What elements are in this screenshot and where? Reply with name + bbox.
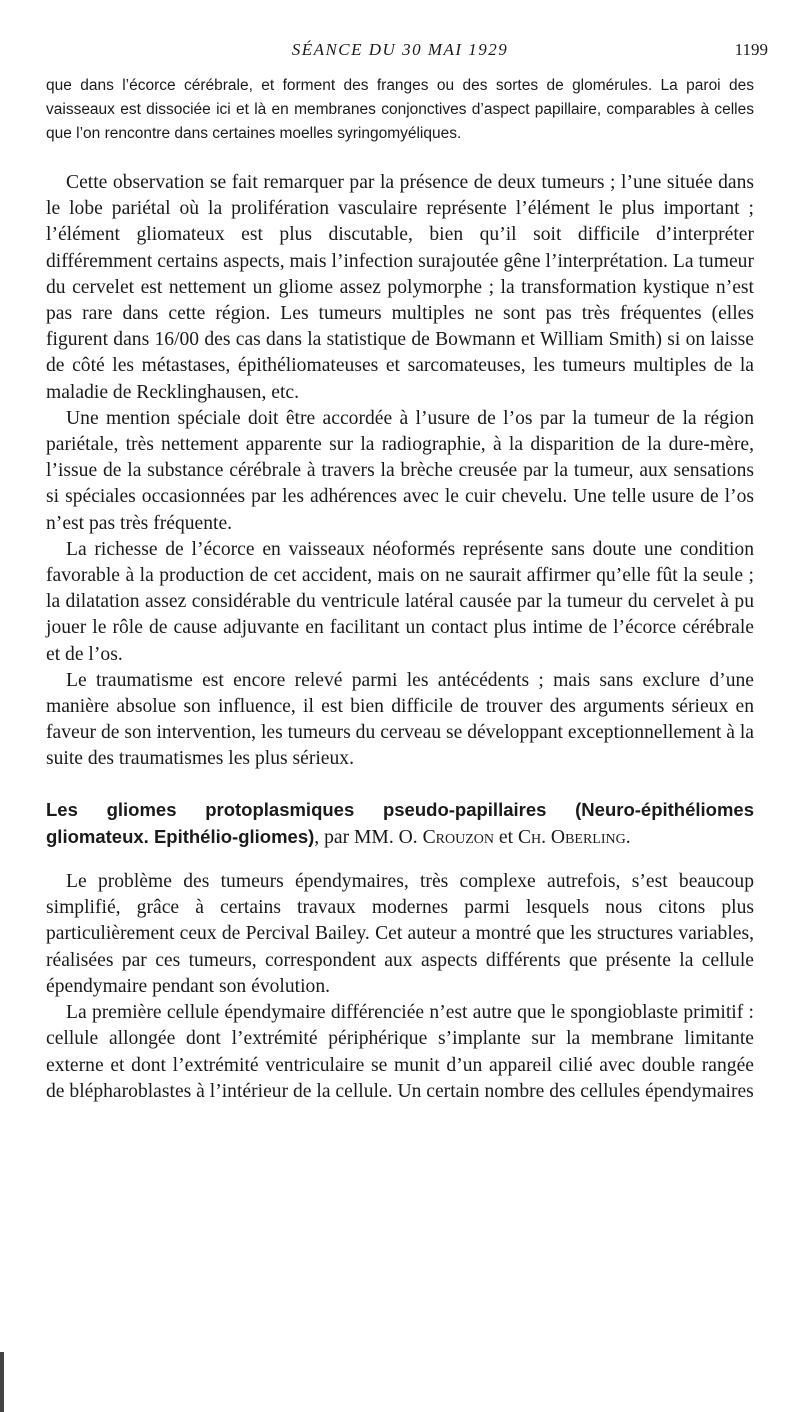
paragraph-bone-wear: Une mention spéciale doit être accordée à l’usure de l’os par la tumeur de la région pariétale, très nettement apparente sur la radiographie, à la disparition de la dure-mère, l’issue de la substance cérébrale à travers la brèche creusée par la tumeur, aux sensations si spéciales occasionnées par les adhérences avec le cuir chevelu. Une telle usure de l’os n’est pas très fréquente. xyxy=(46,407,754,534)
paragraph-cortex-vessels: La richesse de l’écorce en vaisseaux néoformés représente sans doute une condition favorable à la production de cet accident, mais on ne saurait affirmer qu’elle fût la seule ; la dilatation assez considérable du ventricule latéral causée par la tumeur du cervelet à pu jouer le rôle de cause adjuvante en facilitant un contact plus intime de l’écorce cérébrale et de l’os. xyxy=(46,538,754,665)
page-number: 1199 xyxy=(734,40,768,59)
section-title xyxy=(46,797,754,851)
section-by: , par MM. xyxy=(314,826,399,848)
section-end: . xyxy=(625,826,631,848)
author2-name: Oberling xyxy=(550,826,626,848)
continued-paragraph: que dans l’écorce cérébrale, et forment des franges ou des sortes de glomérules. La paroi des vaisseaux est dissociée ici et là en membranes conjonctives d’aspect papillaire, comparables à celles que l’on rencontre dans certaines moelles syringomyéliques. xyxy=(46,77,754,142)
paragraph-observation: Cette observation se fait remarquer par la présence de deux tumeurs ; l’une située dans le lobe pariétal où la prolifération vasculaire représente l’élément le plus important ; l’élément gliomateux est plus discutable, bien qu’il soit difficile d’interpréter différemment certains aspects, mais l’infection surajoutée gêne l’interprétation. La tumeur du cervelet est nettement un gliome assez polymorphe ; la transformation kystique n’est pas rare dans cette région. Les tumeurs multiples ne sont pas très fréquentes (elles figurent dans 16/00 des cas dans la statistique de Bowmann et William Smith) si on laisse de côté les métastases, épithéliomateuses et sarcomateuses, les tumeurs multiples de la maladie de Recklinghausen, etc. xyxy=(46,172,754,403)
scan-edge-mark xyxy=(0,1352,4,1412)
author1-name: Crouzon xyxy=(422,826,494,848)
paragraph-spongioblast: La première cellule épendymaire différenciée n’est autre que le spongioblaste primitif : cellule allongée dont l’extrémité périphérique s’implante sur la membrane limitante externe et dont l’extrémité ventriculaire se munit d’un appareil cilié avec double rangée de blépharoblastes à l’intérieur de la cellule. Un certain nombre des cellules épendymaires xyxy=(46,1002,754,1102)
author1-initial: O. xyxy=(398,826,423,848)
paragraph-trauma: Le traumatisme est encore relevé parmi les antécédents ; mais sans exclure d’une manière absolue son influence, il est bien difficile de trouver des arguments sérieux en faveur de son intervention, les tumeurs du cerveau se développant exceptionnellement à la suite des traumatismes les plus sérieux. xyxy=(46,669,754,770)
section-conjunction: et xyxy=(494,826,518,848)
author2-initial: Ch. xyxy=(517,826,551,848)
page-header xyxy=(0,40,800,64)
section-title-bold: Les gliomes protoplasmiques pseudo-papillaires (Neuro-épithéliomes gliomateux. Epithélio-gliomes) xyxy=(46,798,754,847)
running-head: SÉANCE DU 30 MAI 1929 xyxy=(291,40,509,59)
paragraph-ependymal-problem: Le problème des tumeurs épendymaires, très complexe autrefois, s’est beaucoup simplifié, grâce à certains travaux modernes parmi lesquels nous citons plus particulièrement ceux de Percival Bailey. Cet auteur a montré que les structures variables, réalisées par ces tumeurs, correspondent aux aspects différents que présente la cellule épendymaire pendant son évolution. xyxy=(46,871,754,997)
page-body xyxy=(46,74,754,1105)
